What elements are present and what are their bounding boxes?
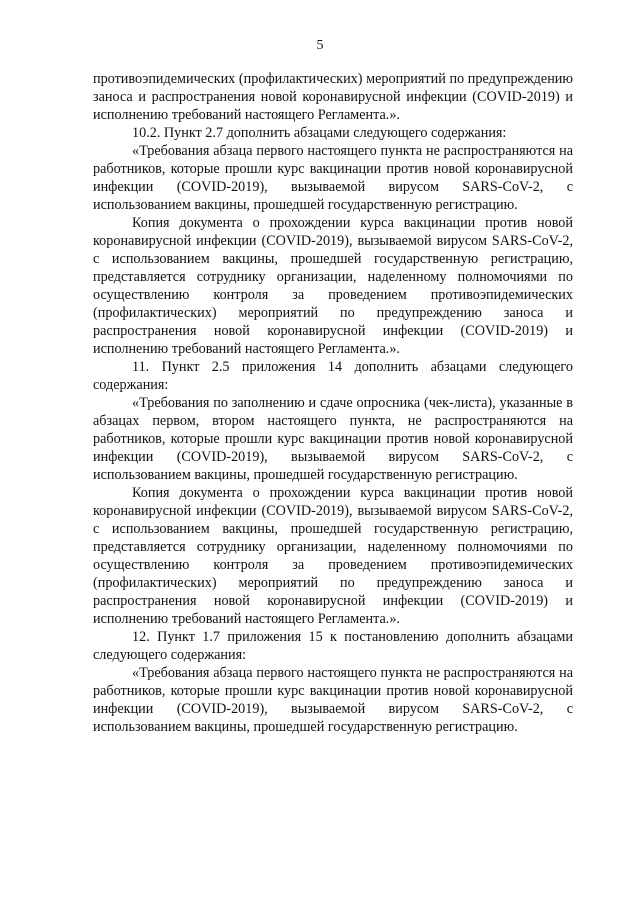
paragraph-questionnaire-exemption: «Требования по заполнению и сдаче опросника (чек-листа), указанные в абзацах первом, втором настоящего пункта, не распространяются на работников, которые прошли курс вакцинации против новой коронавирусной инфекции (COVID-2019), вызываемой вирусом SARS-CoV-2, с использованием вакцины, прошедшей государственную регистрацию.	[93, 395, 573, 483]
document-body	[93, 70, 573, 736]
paragraph-requirements-exemption-2: «Требования абзаца первого настоящего пункта не распространяются на работников, которые прошли курс вакцинации против новой коронавирусной инфекции (COVID-2019), вызываемой вирусом SARS-CoV-2, с использованием вакцины, прошедшей государственную регистрацию.	[93, 665, 573, 735]
paragraph-item-10-2: 10.2. Пункт 2.7 дополнить абзацами следующего содержания:	[132, 125, 507, 141]
paragraph-vaccination-document: Копия документа о прохождении курса вакцинации против новой коронавирусной инфекции (COVID-2019), вызываемой вирусом SARS-CoV-2, с использованием вакцины, прошедшей государственную регистрацию, представляется сотруднику организации, наделенному полномочиями по осуществлению контроля за проведением противоэпидемических (профилактических) мероприятий по предупреждению заноса и распространения новой коронавирусной инфекции (COVID-2019) и исполнению требований настоящего Регламента.».	[93, 215, 573, 357]
paragraph-vaccination-document-2: Копия документа о прохождении курса вакцинации против новой коронавирусной инфекции (COVID-2019), вызываемой вирусом SARS-CoV-2, с использованием вакцины, прошедшей государственную регистрацию, представляется сотруднику организации, наделенному полномочиями по осуществлению контроля за проведением противоэпидемических (профилактических) мероприятий по предупреждению заноса и распространения новой коронавирусной инфекции (COVID-2019) и исполнению требований настоящего Регламента.».	[93, 485, 573, 627]
paragraph-item-11: 11. Пункт 2.5 приложения 14 дополнить абзацами следующего содержания:	[93, 359, 573, 393]
page-number: 5	[316, 38, 324, 53]
paragraph-continuation: противоэпидемических (профилактических) мероприятий по предупреждению заноса и распространения новой коронавирусной инфекции (COVID-2019) и исполнению требований настоящего Регламента.».	[93, 71, 573, 123]
paragraph-item-12: 12. Пункт 1.7 приложения 15 к постановлению дополнить абзацами следующего содержания:	[93, 629, 573, 663]
paragraph-requirements-exemption: «Требования абзаца первого настоящего пункта не распространяются на работников, которые прошли курс вакцинации против новой коронавирусной инфекции (COVID-2019), вызываемой вирусом SARS-CoV-2, с использованием вакцины, прошедшей государственную регистрацию.	[93, 143, 573, 213]
